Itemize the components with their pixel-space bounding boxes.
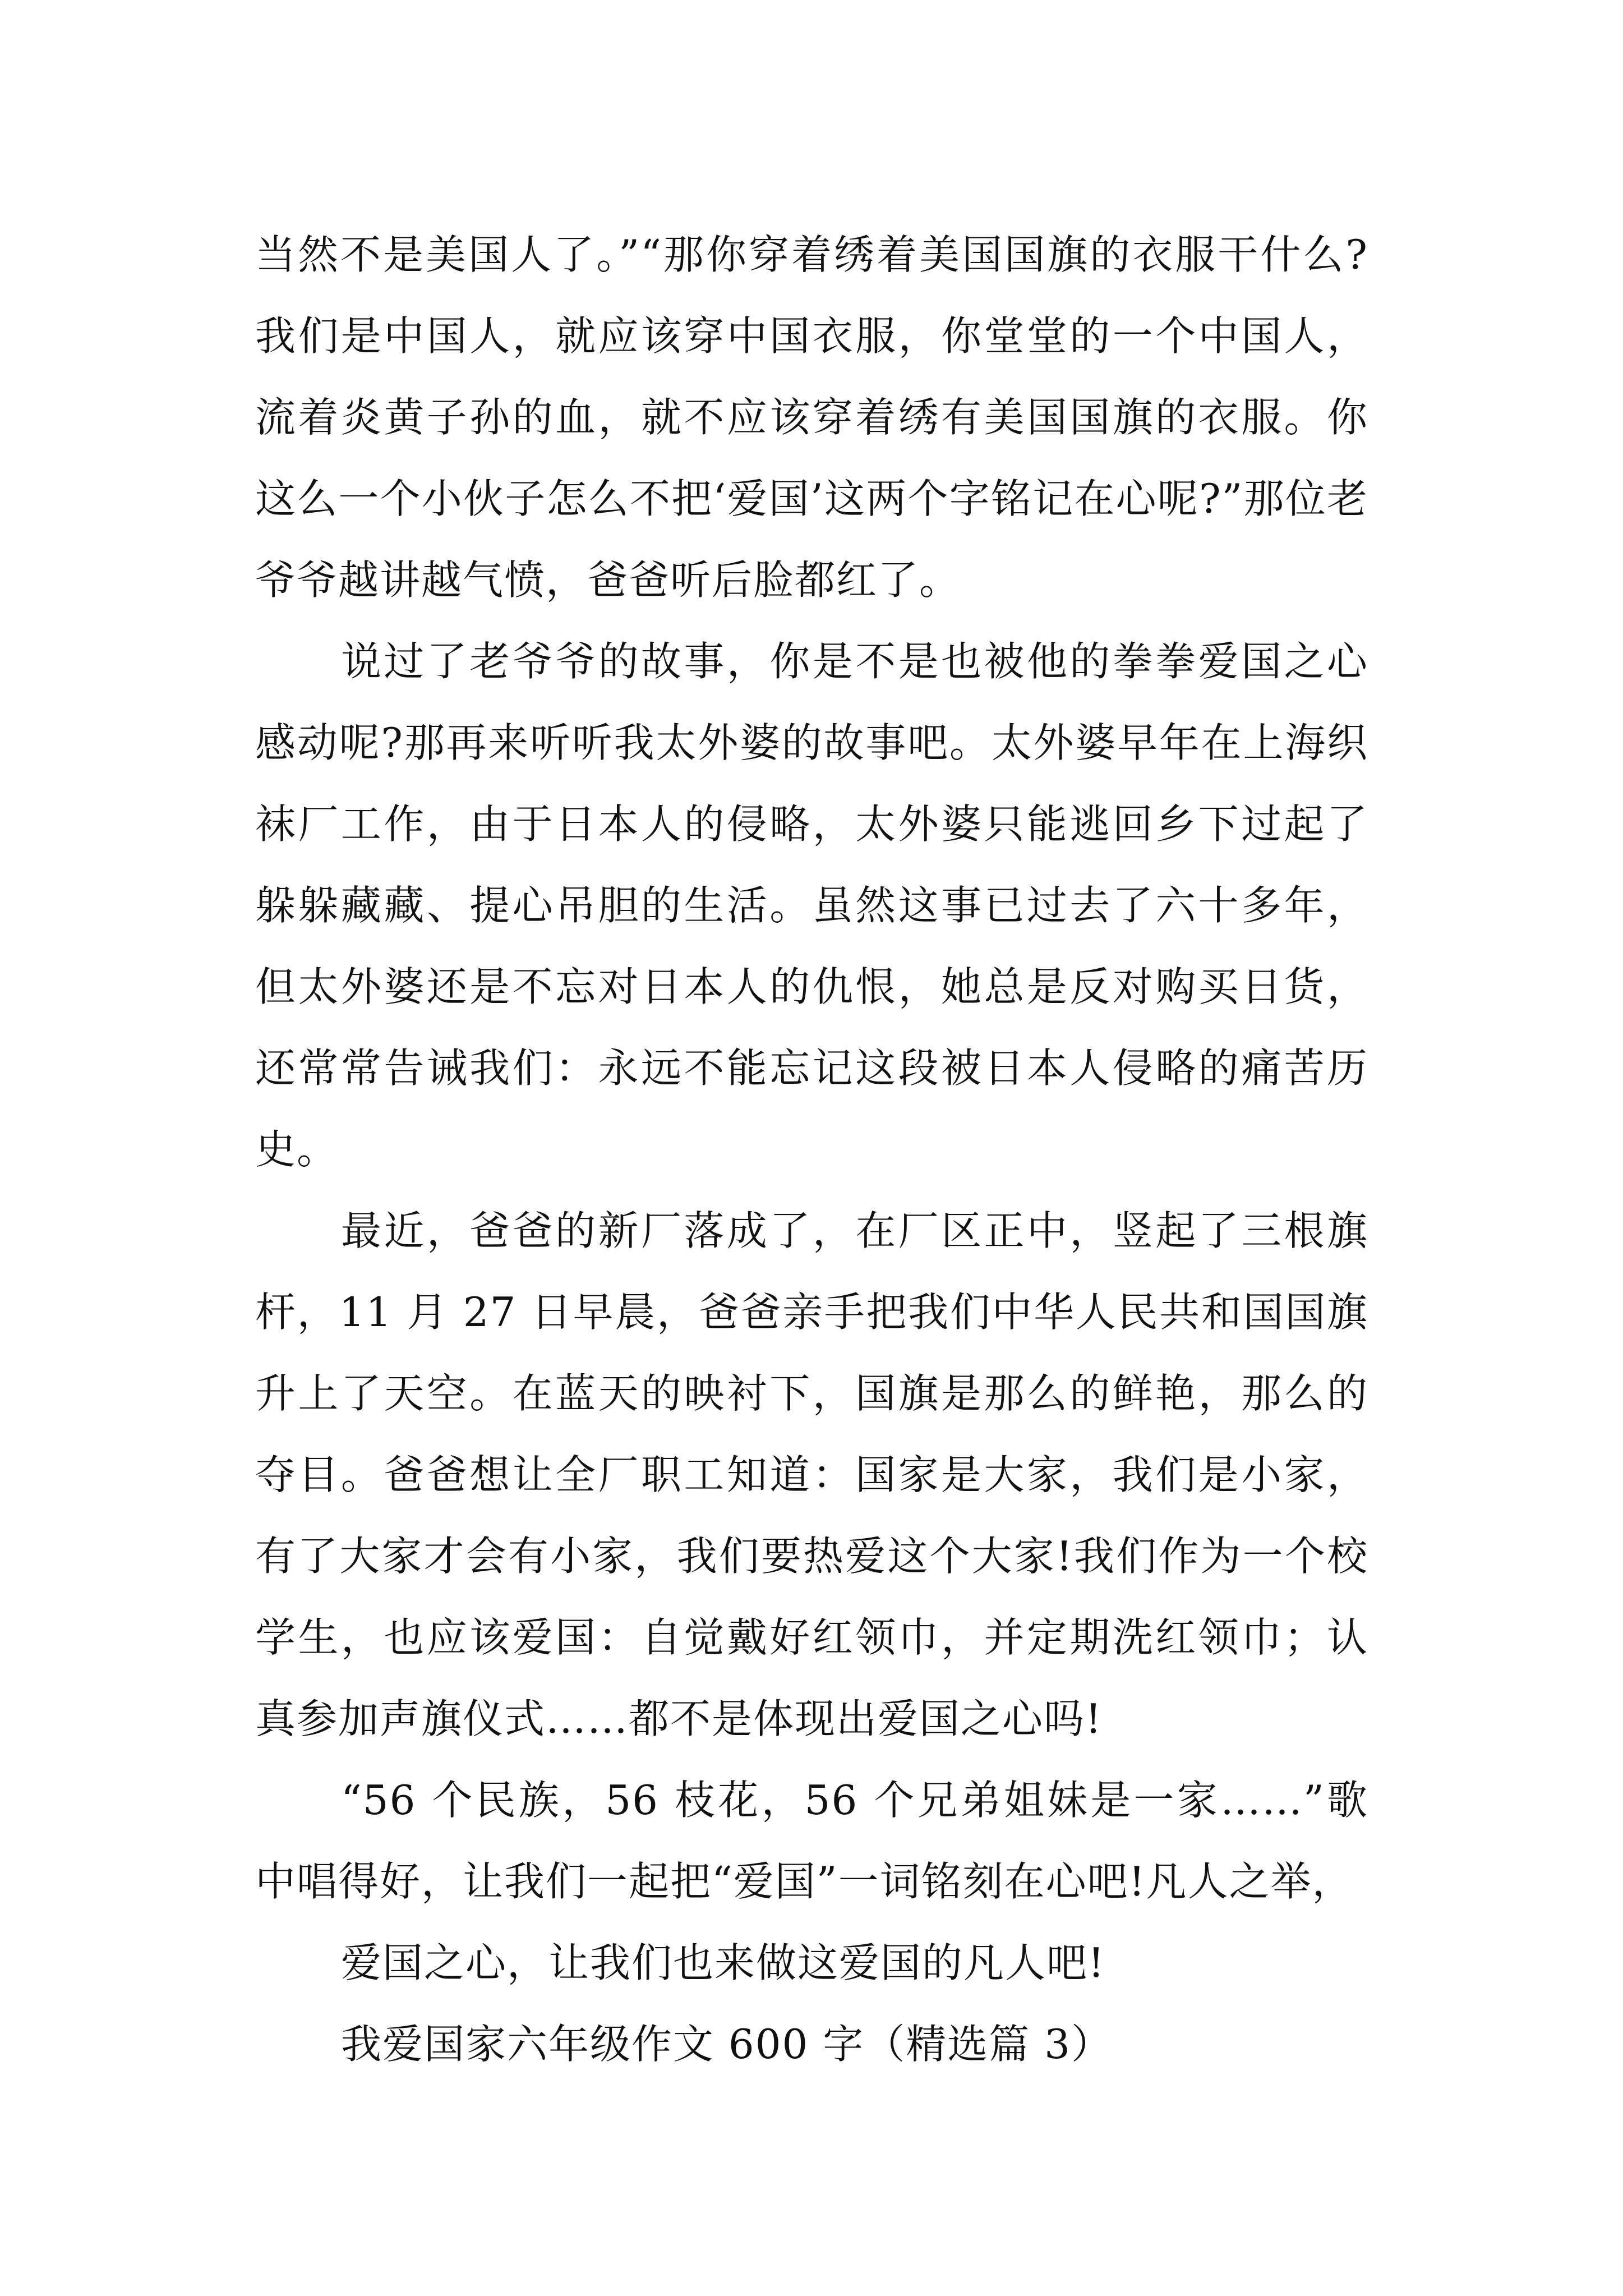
paragraph-great-grandma-story: 说过了老爷爷的故事，你是不是也被他的拳拳爱国之心感动呢?那再来听听我太外婆的故事吧。太外婆早年在上海织袜厂工作，由于日本人的侵略，太外婆只能逃回乡下过起了躲躲藏藏、提心吊胆的生活。虽然这事已过去了六十多年，但太外婆还是不忘对日本人的仇恨，她总是反对购买日货，还常常告诫我们：永远不能忘记这段被日本人侵略的痛苦历史。: [255, 638, 1368, 1173]
paragraph-new-factory-flag: 最近，爸爸的新厂落成了，在厂区正中，竖起了三根旗杆，11 月 27 日早晨，爸爸亲手把我们中华人民共和国国旗升上了天空。在蓝天的映衬下，国旗是那么的鲜艳，那么的夺目。爸爸想让全厂职工知道：国家是大家，我们是小家，有了大家才会有小家，我们要热爱这个大家!我们作为一个校学生，也应该爱国：自觉戴好红领巾，并定期洗红领巾；认真参加声旗仪式……都不是体现出爱国之心吗!: [255, 1207, 1368, 1742]
paragraph-closing-line: 爱国之心，让我们也来做这爱国的凡人吧!: [341, 1939, 1105, 1986]
paragraph-song-quote: “56 个民族，56 枝花，56 个兄弟姐妹是一家……”歌中唱得好，让我们一起把“爱国”一词铭刻在心吧!凡人之举，: [255, 1777, 1368, 1905]
section-heading: 我爱国家六年级作文 600 字（精选篇 3）: [341, 2021, 1113, 2068]
document-body: [255, 214, 1368, 2085]
paragraph-grandpa-dialogue: 当然不是美国人了。”“那你穿着绣着美国国旗的衣服干什么?我们是中国人，就应该穿中国衣服，你堂堂的一个中国人，流着炎黄子孙的血，就不应该穿着绣有美国国旗的衣服。你这么一个小伙子怎么不把‘爱国’这两个字铭记在心呢?”那位老爷爷越讲越气愤，爸爸听后脸都红了。: [255, 231, 1368, 604]
